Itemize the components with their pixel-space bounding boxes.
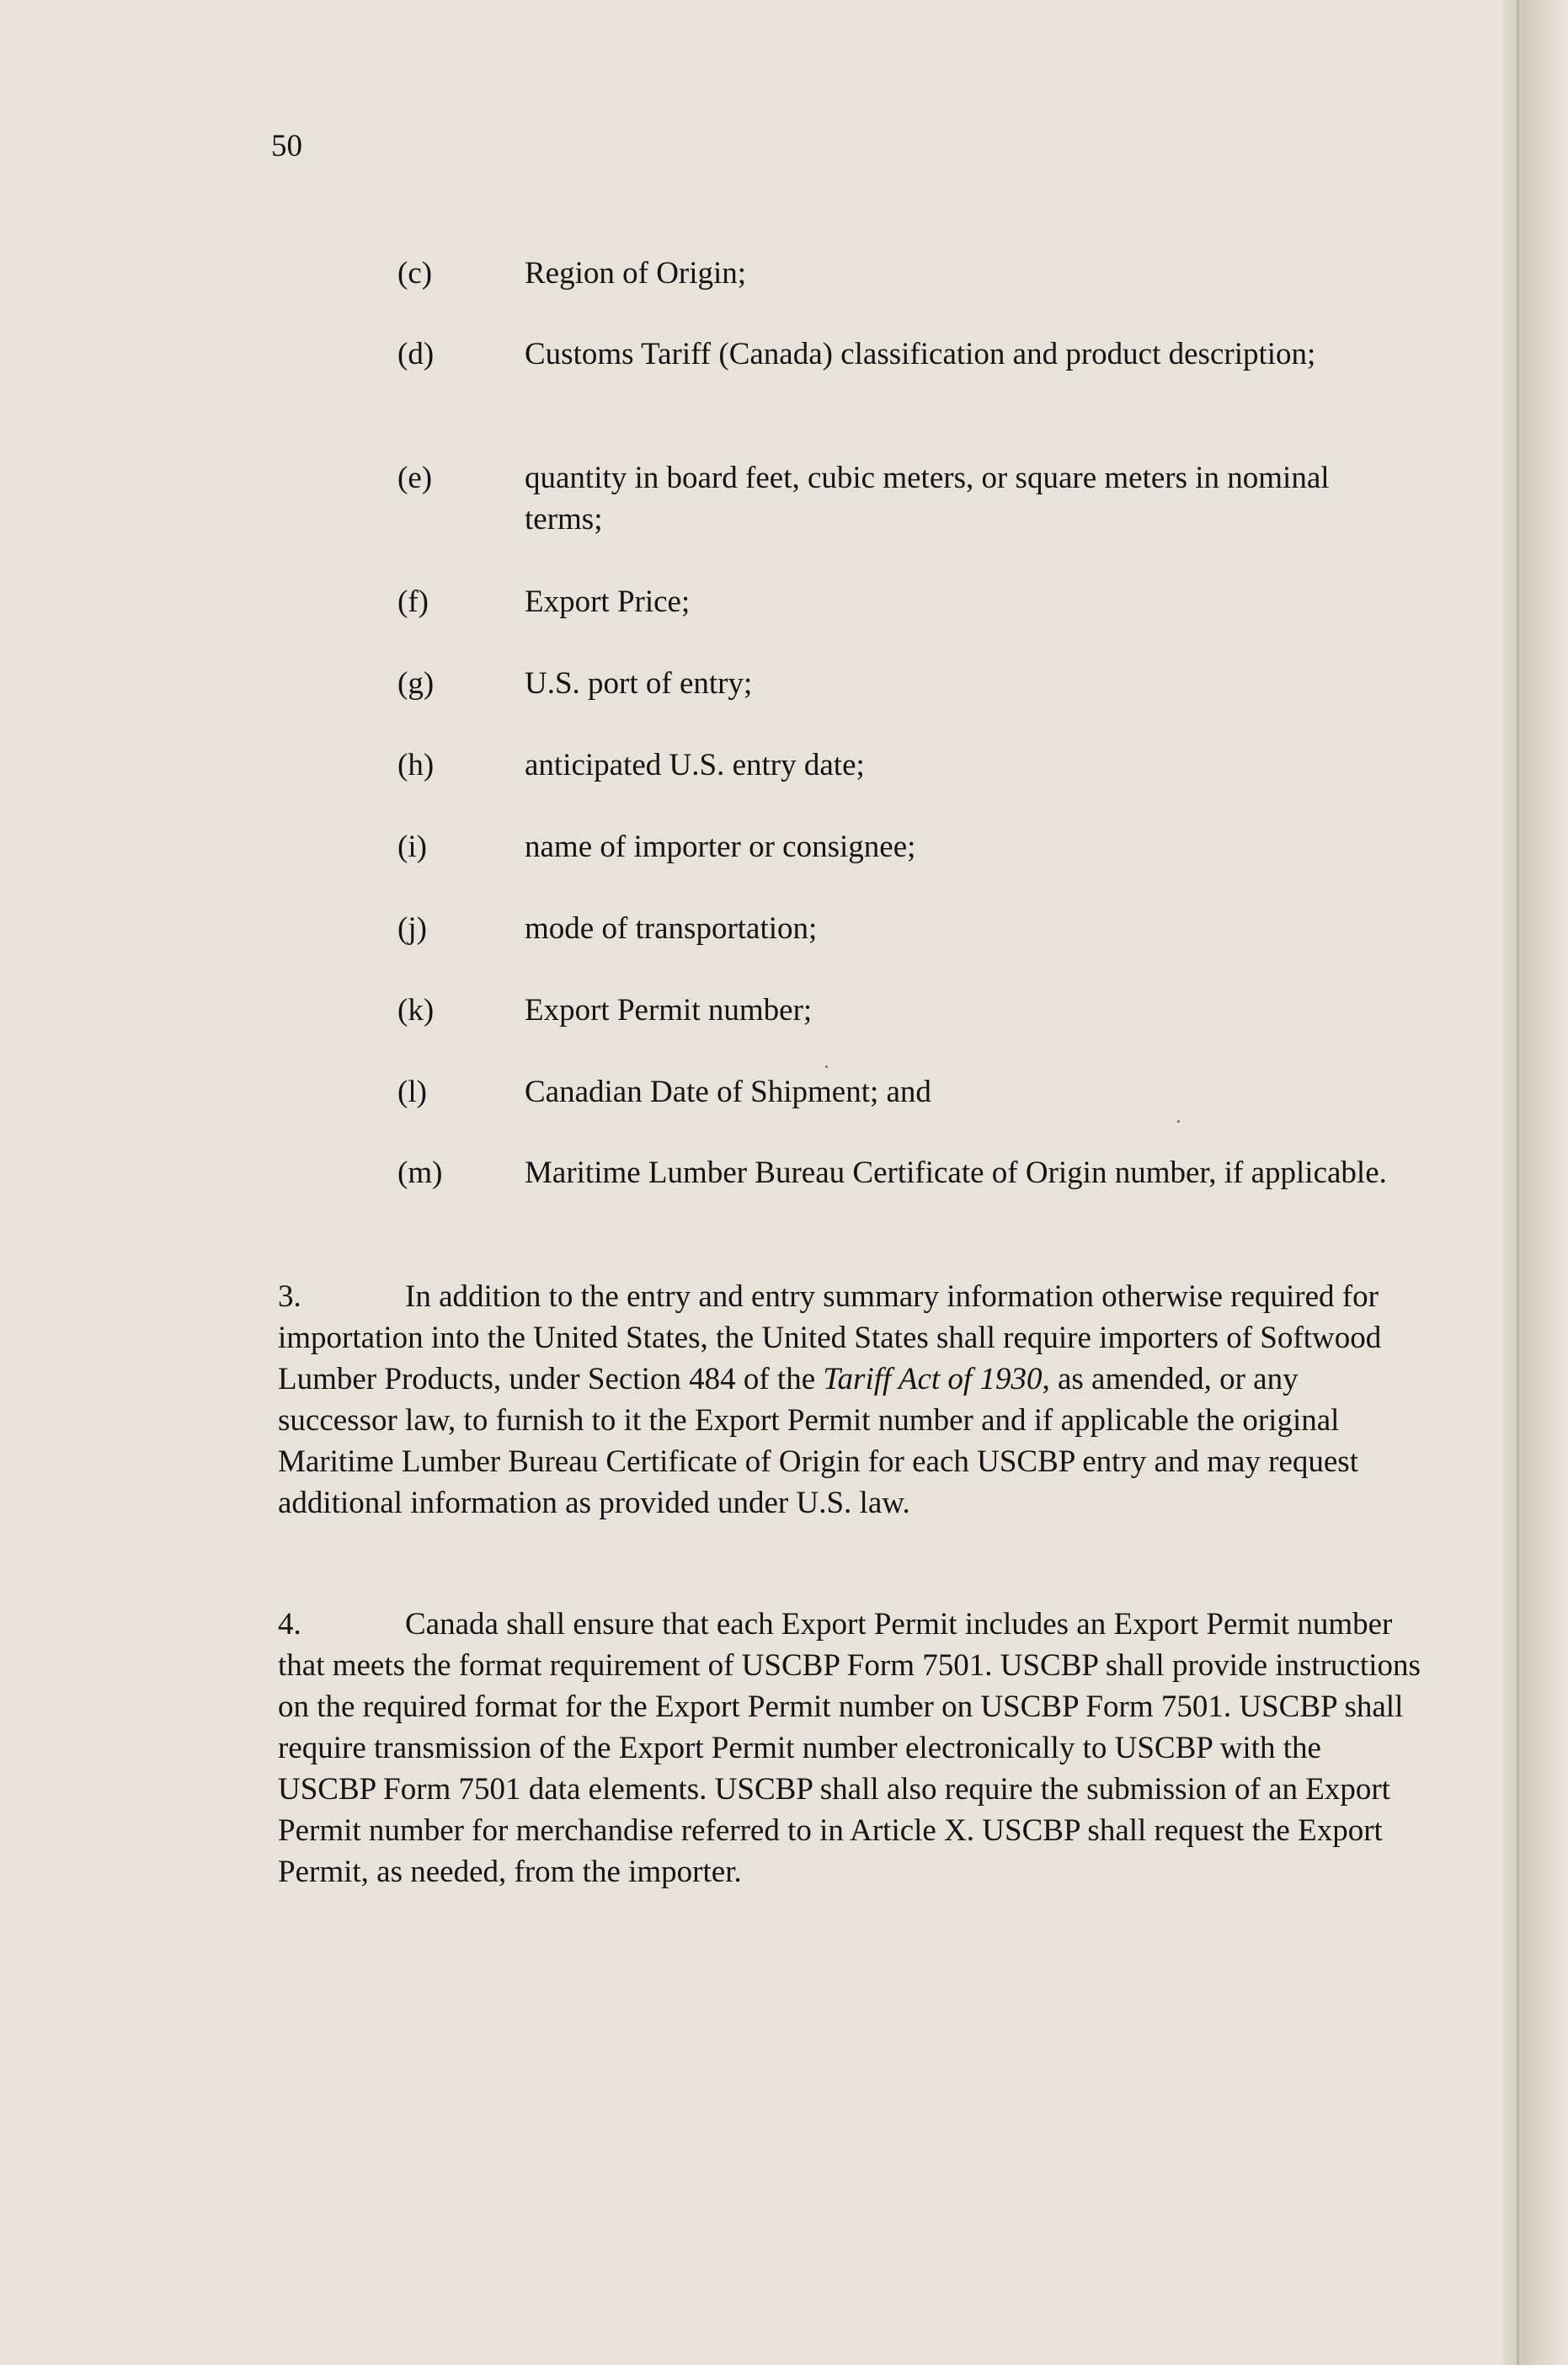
- paragraph-4: [278, 1604, 1423, 1893]
- paragraph-text: In addition to the entry and entry summary information otherwise required for importation into the United States, the United States shall require importers of Softwood Lumber Products, under Section 484 of the: [278, 1279, 1382, 1396]
- item-text: Canadian Date of Shipment; and: [525, 1075, 931, 1109]
- page-edge: [1502, 0, 1568, 2365]
- item-label: (m): [397, 1156, 443, 1190]
- item-text: name of importer or consignee;: [525, 830, 916, 864]
- item-label: (e): [397, 461, 433, 495]
- item-label: (l): [397, 1075, 427, 1109]
- item-text: Customs Tariff (Canada) classification and product description;: [525, 337, 1316, 371]
- item-text: Export Price;: [525, 585, 691, 619]
- speck: [1177, 1120, 1180, 1123]
- act-title: Tariff Act of 1930: [823, 1362, 1043, 1396]
- item-label: (h): [397, 748, 435, 782]
- item-label: (g): [397, 666, 435, 701]
- page-number: 50: [271, 129, 302, 163]
- paragraph-text-continued: , as amended, or any successor law, to furnish to it the Export Permit number and if applicable the original Maritime Lumber Bureau Certificate of Origin for each USCBP entry and may request additional information as provided under U.S. law.: [278, 1362, 1358, 1520]
- paragraph-number: 3.: [278, 1279, 301, 1314]
- item-label: (d): [397, 337, 435, 371]
- item-text: anticipated U.S. entry date;: [525, 748, 865, 782]
- item-text: Export Permit number;: [525, 993, 813, 1028]
- item-label: (k): [397, 993, 435, 1028]
- item-text: U.S. port of entry;: [525, 666, 753, 701]
- paragraph-text: Canada shall ensure that each Export Permit includes an Export Permit number that meets the format requirement of USCBP Form 7501. USCBP shall provide instructions on the required format for the Export Permit number on USCBP Form 7501. USCBP shall require transmission of the Export Permit number electronically to USCBP with the USCBP Form 7501 data elements. USCBP shall also require the submission of an Export Permit number for merchandise referred to in Article X. USCBP shall request the Export Permit, as needed, from the importer.: [278, 1607, 1421, 1889]
- item-label: (c): [397, 256, 433, 291]
- item-text: Maritime Lumber Bureau Certificate of Origin number, if applicable.: [525, 1156, 1387, 1190]
- item-text: Region of Origin;: [525, 256, 747, 291]
- page-edge-line: [1517, 0, 1519, 2365]
- item-text: quantity in board feet, cubic meters, or square meters in nominal terms;: [525, 461, 1330, 537]
- item-text: mode of transportation;: [525, 911, 818, 946]
- speck: [825, 1065, 828, 1068]
- item-label: (j): [397, 911, 427, 946]
- paragraph-3: [278, 1276, 1423, 1524]
- paragraph-number: 4.: [278, 1607, 301, 1642]
- item-label: (f): [397, 585, 429, 619]
- item-label: (i): [397, 830, 427, 864]
